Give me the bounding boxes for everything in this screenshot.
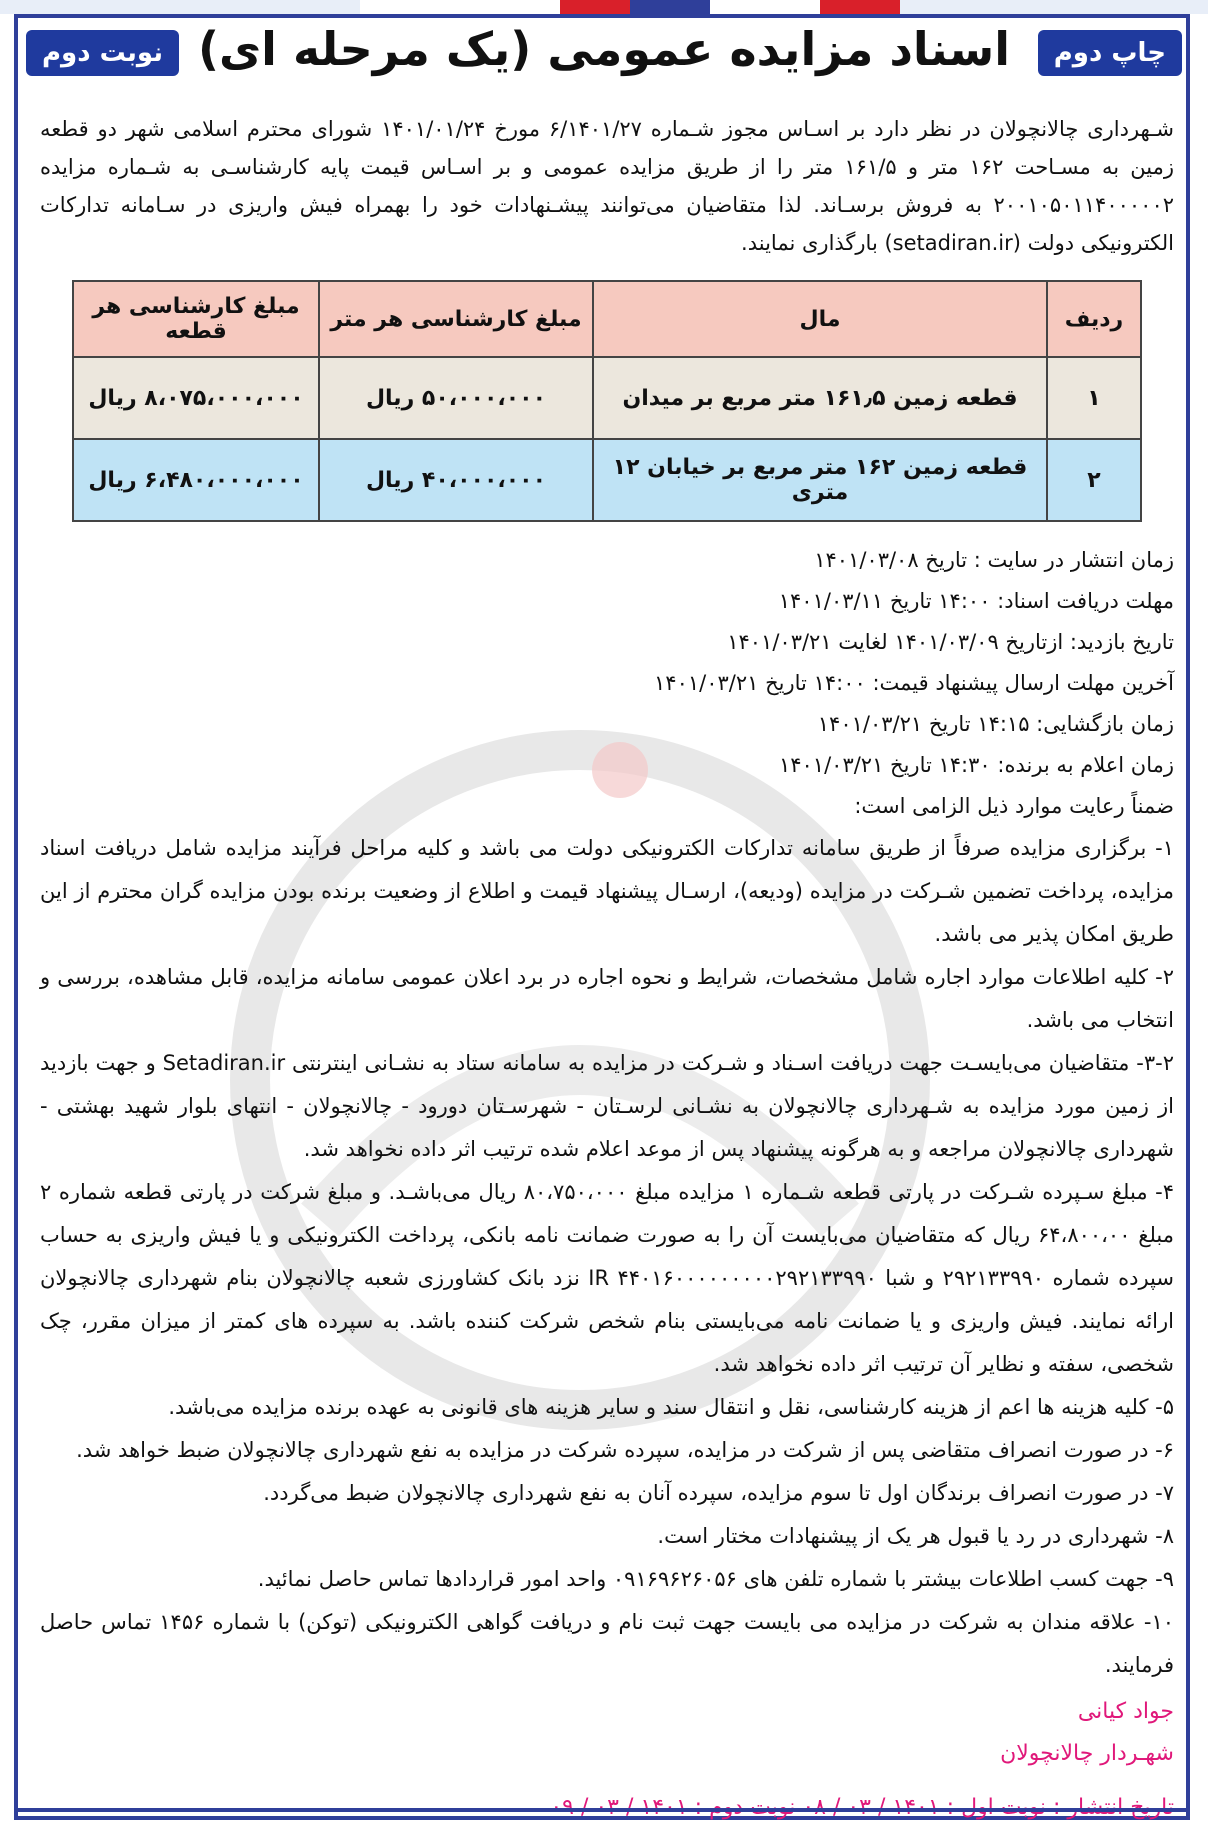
print-badge: چاپ دوم xyxy=(1038,30,1182,76)
condition-item: ۶- در صورت انصراف متقاضی پس از شرکت در مزایده، سپرده شرکت در مزایده به نفع شهرداری چالانچولان ضبط خواهد شد. xyxy=(76,1438,1174,1462)
table-cell: ۶،۴۸۰،۰۰۰،۰۰۰ ریال xyxy=(73,439,319,521)
bottom-rule xyxy=(18,1808,1190,1812)
schedule-list xyxy=(40,540,1174,827)
schedule-item: تاریخ بازدید: ازتاریخ ۱۴۰۱/۰۳/۰۹ لغایت ۱۴۰۱/۰۳/۲۱ xyxy=(727,630,1174,654)
column-header: مال xyxy=(593,281,1047,357)
table-cell: ۸،۰۷۵،۰۰۰،۰۰۰ ریال xyxy=(73,357,319,439)
table-cell: ۲ xyxy=(1047,439,1141,521)
condition-item: ۵- کلیه هزینه ها اعم از هزینه کارشناسی، نقل و انتقال سند و سایر هزینه های قانونی به عهده برنده مزایده می‌باشد. xyxy=(168,1395,1174,1419)
column-header: مبلغ کارشناسی هر قطعه xyxy=(73,281,319,357)
condition-item: ۱- برگزاری مزایده صرفاً از طریق سامانه تدارکات الکترونیکی دولت می باشد و کلیه مراحل فرآیند مزایده شامل دریافت اسناد مزایده، پرداخت تضمین شـرکت در مزایده (ودیعه)، ارسـال پیشنهاد قیمت و اطلاع از وضعیت برنده بودن مزایده گران محترم از این طریق امکان پذیر می باشد. xyxy=(40,836,1174,946)
signatory-role: شهـردار چالانچولان xyxy=(1000,1741,1174,1766)
schedule-item: آخرین مهلت ارسال پیشنهاد قیمت: ۱۴:۰۰ تاریخ ۱۴۰۱/۰۳/۲۱ xyxy=(654,671,1174,695)
intro-paragraph: شـهرداری چالانچولان در نظر دارد بر اسـاس مجوز شـماره ۶/۱۴۰۱/۲۷ مورخ ۱۴۰۱/۰۱/۲۴ شورای محترم اسلامی شهر دو قطعه زمین به مسـاحت ۱۶۲ متر و ۱۶۱/۵ متر را از طریق مزایده عمومی و بر اسـاس قیمت پایه کارشناسـی به شـماره مزایده ۲۰۰۱۰۵۰۱۱۴۰۰۰۰۰۲ به فروش برسـاند. لذا متقاضیان می‌توانند پیشـنهادات خود را بهمراه فیش واریزی در سـامانه تدارکات الکترونیکی دولت (setadiran.ir) بارگذاری نمایند. xyxy=(40,117,1175,255)
schedule-item: ضمناً رعایت موارد ذیل الزامی است: xyxy=(854,794,1174,818)
header xyxy=(18,18,1190,98)
condition-item: ۸- شهرداری در رد یا قبول هر یک از پیشنهادات مختار است. xyxy=(657,1524,1174,1548)
table-cell: ۱ xyxy=(1047,357,1141,439)
signature-block xyxy=(40,1691,1174,1775)
round-badge: نوبت دوم xyxy=(26,30,179,76)
page-title: اسناد مزایده عمومی (یک مرحله ای) xyxy=(198,22,1010,76)
document-body xyxy=(40,110,1174,1820)
table-header-row xyxy=(73,281,1141,357)
table-cell: قطعه زمین ۱۶۱٫۵ متر مربع بر میدان xyxy=(593,357,1047,439)
table-row xyxy=(73,439,1141,521)
condition-item: ۲- کلیه اطلاعات موارد اجاره شامل مشخصات، شرایط و نحوه اجاره در برد اعلان عمومی سامانه مزایده، قابل مشاهده، بررسی و انتخاب می باشد. xyxy=(40,965,1174,1032)
table-cell: قطعه زمین ۱۶۲ متر مربع بر خیابان ۱۲ متری xyxy=(593,439,1047,521)
condition-item: ۷- در صورت انصراف برندگان اول تا سوم مزایده، سپرده آنان به نفع شهرداری چالانچولان ضبط می‌گردد. xyxy=(263,1481,1174,1505)
condition-item: ۹- جهت کسب اطلاعات بیشتر با شماره تلفن های ۰۹۱۶۹۶۲۶۰۵۶ واحد امور قراردادها تماس حاصل نمائید. xyxy=(257,1567,1174,1591)
table-row xyxy=(73,357,1141,439)
table-cell: ۵۰،۰۰۰،۰۰۰ ریال xyxy=(319,357,593,439)
condition-item: ۴- مبلغ سـپرده شـرکت در پارتی قطعه شـماره ۱ مزایده مبلغ ۸۰،۷۵۰،۰۰۰ ریال می‌باشـد. و مبلغ شرکت در پارتی قطعه شماره ۲ مبلغ ۶۴،۸۰۰،۰۰ ریال که متقاضیان می‌بایست آن را به صورت ضمانت نامه بانکی، پرداخت الکترونیکی و یا فیش واریزی به حساب سپرده شماره ۲۹۲۱۳۳۹۹۰ و شبا IR ۴۴۰۱۶۰۰۰۰۰۰۰۰۰۲۹۲۱۳۳۹۹۰ نزد بانک کشاورزی شعبه چالانچولان بنام شهرداری چالانچولان ارائه نمایند. فیش واریزی و یا ضمانت نامه می‌بایستی بنام شخص شرکت کننده باشد. به سپرده های کمتر از میزان مقرر، چک شخصی، سفته و نظایر آن ترتیب اثر داده نخواهد شد. xyxy=(40,1180,1175,1376)
table-cell: ۴۰،۰۰۰،۰۰۰ ریال xyxy=(319,439,593,521)
schedule-item: زمان انتشار در سایت : تاریخ ۱۴۰۱/۰۳/۰۸ xyxy=(814,548,1174,572)
top-color-strip xyxy=(0,0,1208,14)
auction-table xyxy=(72,280,1142,522)
schedule-item: زمان اعلام به برنده: ۱۴:۳۰ تاریخ ۱۴۰۱/۰۳/۲۱ xyxy=(778,753,1174,777)
column-header: مبلغ کارشناسی هر متر xyxy=(319,281,593,357)
schedule-item: زمان بازگشایی: ۱۴:۱۵ تاریخ ۱۴۰۱/۰۳/۲۱ xyxy=(817,712,1174,736)
column-header: ردیف xyxy=(1047,281,1141,357)
schedule-item: مهلت دریافت اسناد: ۱۴:۰۰ تاریخ ۱۴۰۱/۰۳/۱۱ xyxy=(778,589,1174,613)
condition-item: ۱۰- علاقه مندان به شرکت در مزایده می بایست جهت ثبت نام و دریافت گواهی الکترونیکی (توکن) با شماره ۱۴۵۶ تماس حاصل فرمایند. xyxy=(40,1610,1174,1677)
condition-item: ۳-۲- متقاضیان می‌بایسـت جهت دریافت اسـناد و شـرکت در مزایده به سامانه ستاد به نشـانی اینترنتی Setadiran.ir و جهت بازدید از زمین مورد مزایده به شـهرداری چالانچولان به نشـانی لرسـتان - شهرسـتان دورود - چالانچولان - انتهای بلوار شهید بهشتی - شهرداری چالانچولان مراجعه و به هرگونه پیشنهاد پس از موعد اعلام شده ترتیب اثر داده نخواهد شد. xyxy=(40,1051,1174,1161)
signatory-name: جواد کیانی xyxy=(1077,1699,1174,1724)
